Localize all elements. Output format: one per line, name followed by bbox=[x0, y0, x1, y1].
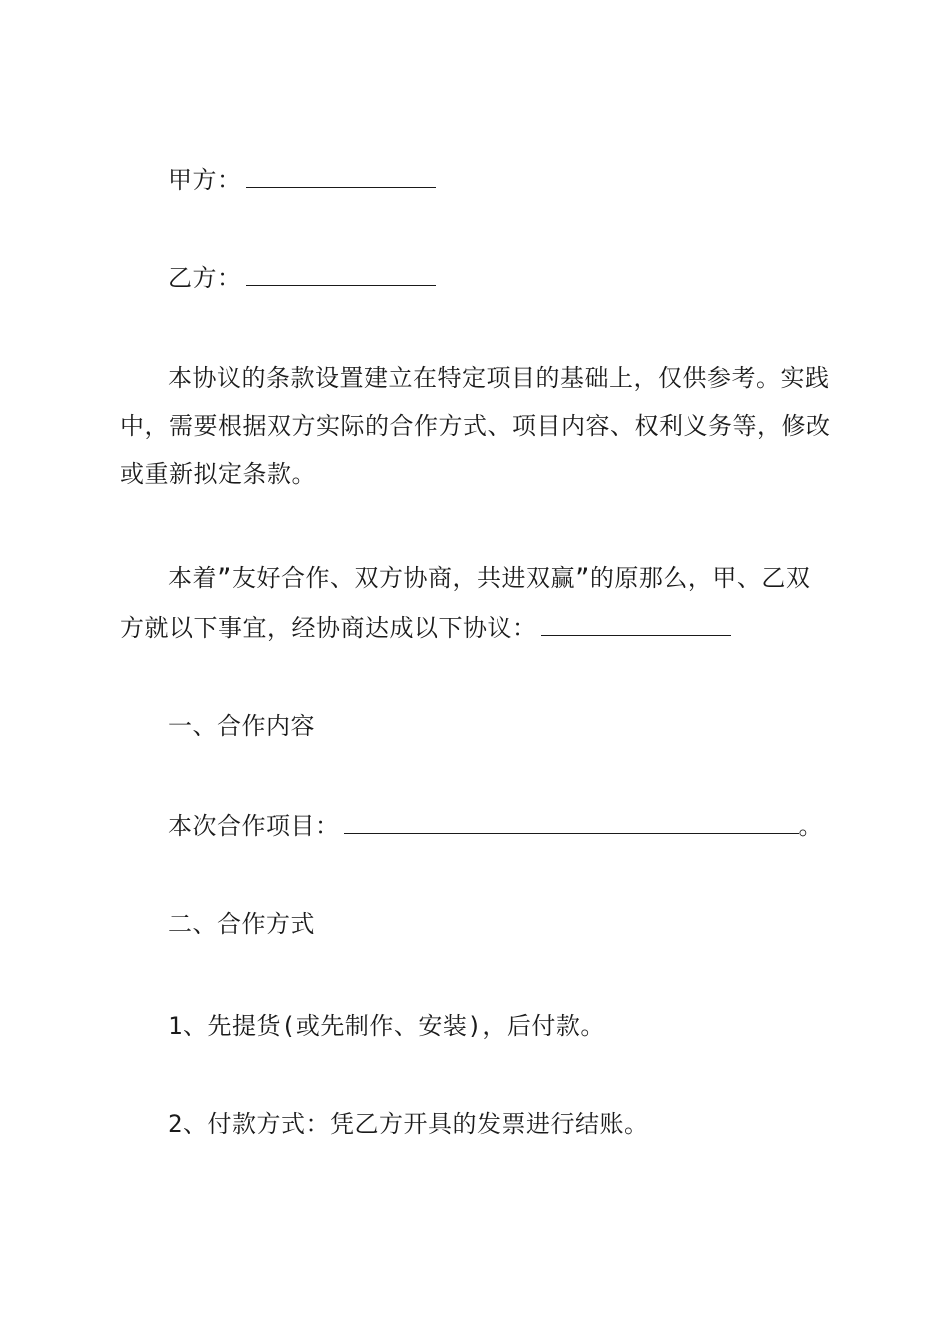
disclaimer-line-3: 或重新拟定条款。 bbox=[120, 460, 316, 488]
project-line bbox=[168, 812, 888, 840]
principle-line-2 bbox=[120, 614, 840, 642]
item-1: 1、先提货(或先制作、安装)，后付款。 bbox=[168, 1012, 605, 1040]
party-b-blank bbox=[246, 265, 436, 286]
principle-line-2-text: 方就以下事宜，经协商达成以下协议： bbox=[120, 614, 537, 642]
project-label: 本次合作项目： bbox=[168, 812, 340, 840]
party-a-label: 甲方： bbox=[168, 166, 242, 194]
party-b-line bbox=[168, 264, 888, 292]
principle-line-1: 本着”友好合作、双方协商，共进双赢”的原那么，甲、乙双 bbox=[168, 564, 811, 592]
section-1-title: 一、合作内容 bbox=[168, 712, 315, 740]
party-b-label: 乙方： bbox=[168, 264, 242, 292]
disclaimer-line-1: 本协议的条款设置建立在特定项目的基础上，仅供参考。实践 bbox=[168, 364, 830, 392]
item-2: 2、付款方式：凭乙方开具的发票进行结账。 bbox=[168, 1110, 649, 1138]
project-suffix: 。 bbox=[798, 812, 823, 840]
party-a-blank bbox=[246, 167, 436, 188]
party-a-line bbox=[168, 166, 888, 194]
project-blank bbox=[344, 813, 799, 834]
disclaimer-line-2: 中，需要根据双方实际的合作方式、项目内容、权利义务等，修改 bbox=[120, 412, 831, 440]
section-2-title: 二、合作方式 bbox=[168, 910, 315, 938]
agreement-blank bbox=[541, 615, 731, 636]
